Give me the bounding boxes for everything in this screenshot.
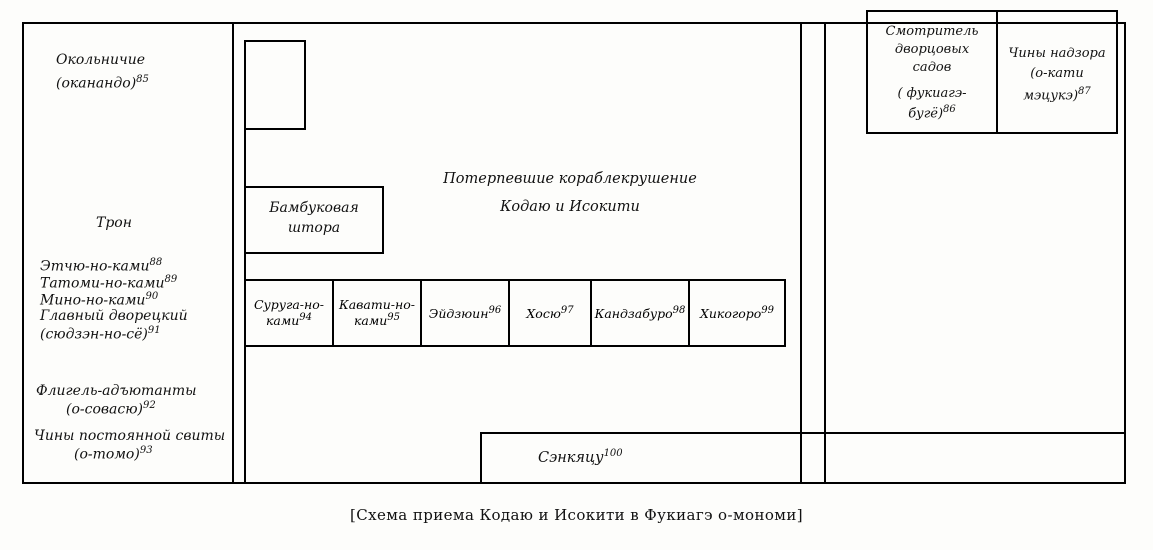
senkyaku-right-wall [1124,432,1126,484]
official-cell-2: Эйдзюин$^{96}$ [420,279,510,347]
okolnichie-label-line1: Окольничие [56,52,146,68]
senkyaku-bottom-wall [480,482,1126,484]
inner-wall-vertical [244,40,246,484]
throne-entry-2: Мино-но-ками$^{90}$ [40,291,159,309]
inspectors-line1: Чины надзора [1008,46,1106,61]
castaways-line1: Потерпевшие кораблекрушение [443,171,697,187]
notch-vertical [304,40,306,130]
throne-entry-3: Главный дворецкий [40,308,188,324]
official-cell-1: Кавати-но- ками$^{95}$ [332,279,422,347]
notch-top-horizontal [244,40,306,42]
throne-entry-0: Этчю-но-ками$^{88}$ [40,257,163,275]
garden-overseer-line5: бугё)$^{86}$ [908,104,956,122]
inspectors-line2: (о-кати [1030,66,1084,81]
official-cell-4: Кандзабуро$^{98}$ [590,279,690,347]
official-cell-5: Хикогоро$^{99}$ [688,279,786,347]
notch-bottom-horizontal [244,128,306,130]
throne-entry-1: Татоми-но-ками$^{89}$ [40,274,178,292]
garden-overseer-line2: дворцовых [894,42,970,57]
retinue-entry-2: Чины постоянной свиты [34,428,226,444]
okolnichie-label-line2: (оканандо)$^{85}$ [56,74,149,92]
senkyaku-label: Сэнкяцу$^{100}$ [538,448,623,466]
senkyaku-top-wall [480,432,1126,434]
okolnichie-note: 85 [136,74,149,85]
bamboo-blind-line2: штора [287,220,341,236]
officials-row [244,279,786,347]
senkyaku-left-wall [480,432,482,484]
retinue-entry-3: (о-томо)$^{93}$ [74,445,153,463]
throne-entry-4: (сюдзэн-но-сё)$^{91}$ [40,325,161,343]
retinue-entry-1: (о-совасю)$^{92}$ [66,400,156,418]
figure-caption: [Схема приема Кодаю и Исокити в Фукиагэ о-мономи] [349,506,804,524]
throne-title: Трон [96,215,132,231]
castaways-line2: Кодаю и Исокити [500,199,640,215]
garden-overseer-line4: ( фукиагэ- [897,86,967,101]
garden-overseer-line3: садов [912,60,952,75]
inspectors-line3: мэцукэ)$^{87}$ [1023,86,1091,104]
corridor-right-wall [824,22,826,484]
official-cell-0: Суруга-но- ками$^{94}$ [244,279,334,347]
hall-right-wall [800,22,802,484]
bamboo-blind-line1: Бамбуковая [269,200,359,216]
official-cell-3: Хосю$^{97}$ [508,279,592,347]
retinue-entry-0: Флигель-адъютанты [36,383,197,399]
garden-overseer-line1: Смотритель [885,24,979,39]
